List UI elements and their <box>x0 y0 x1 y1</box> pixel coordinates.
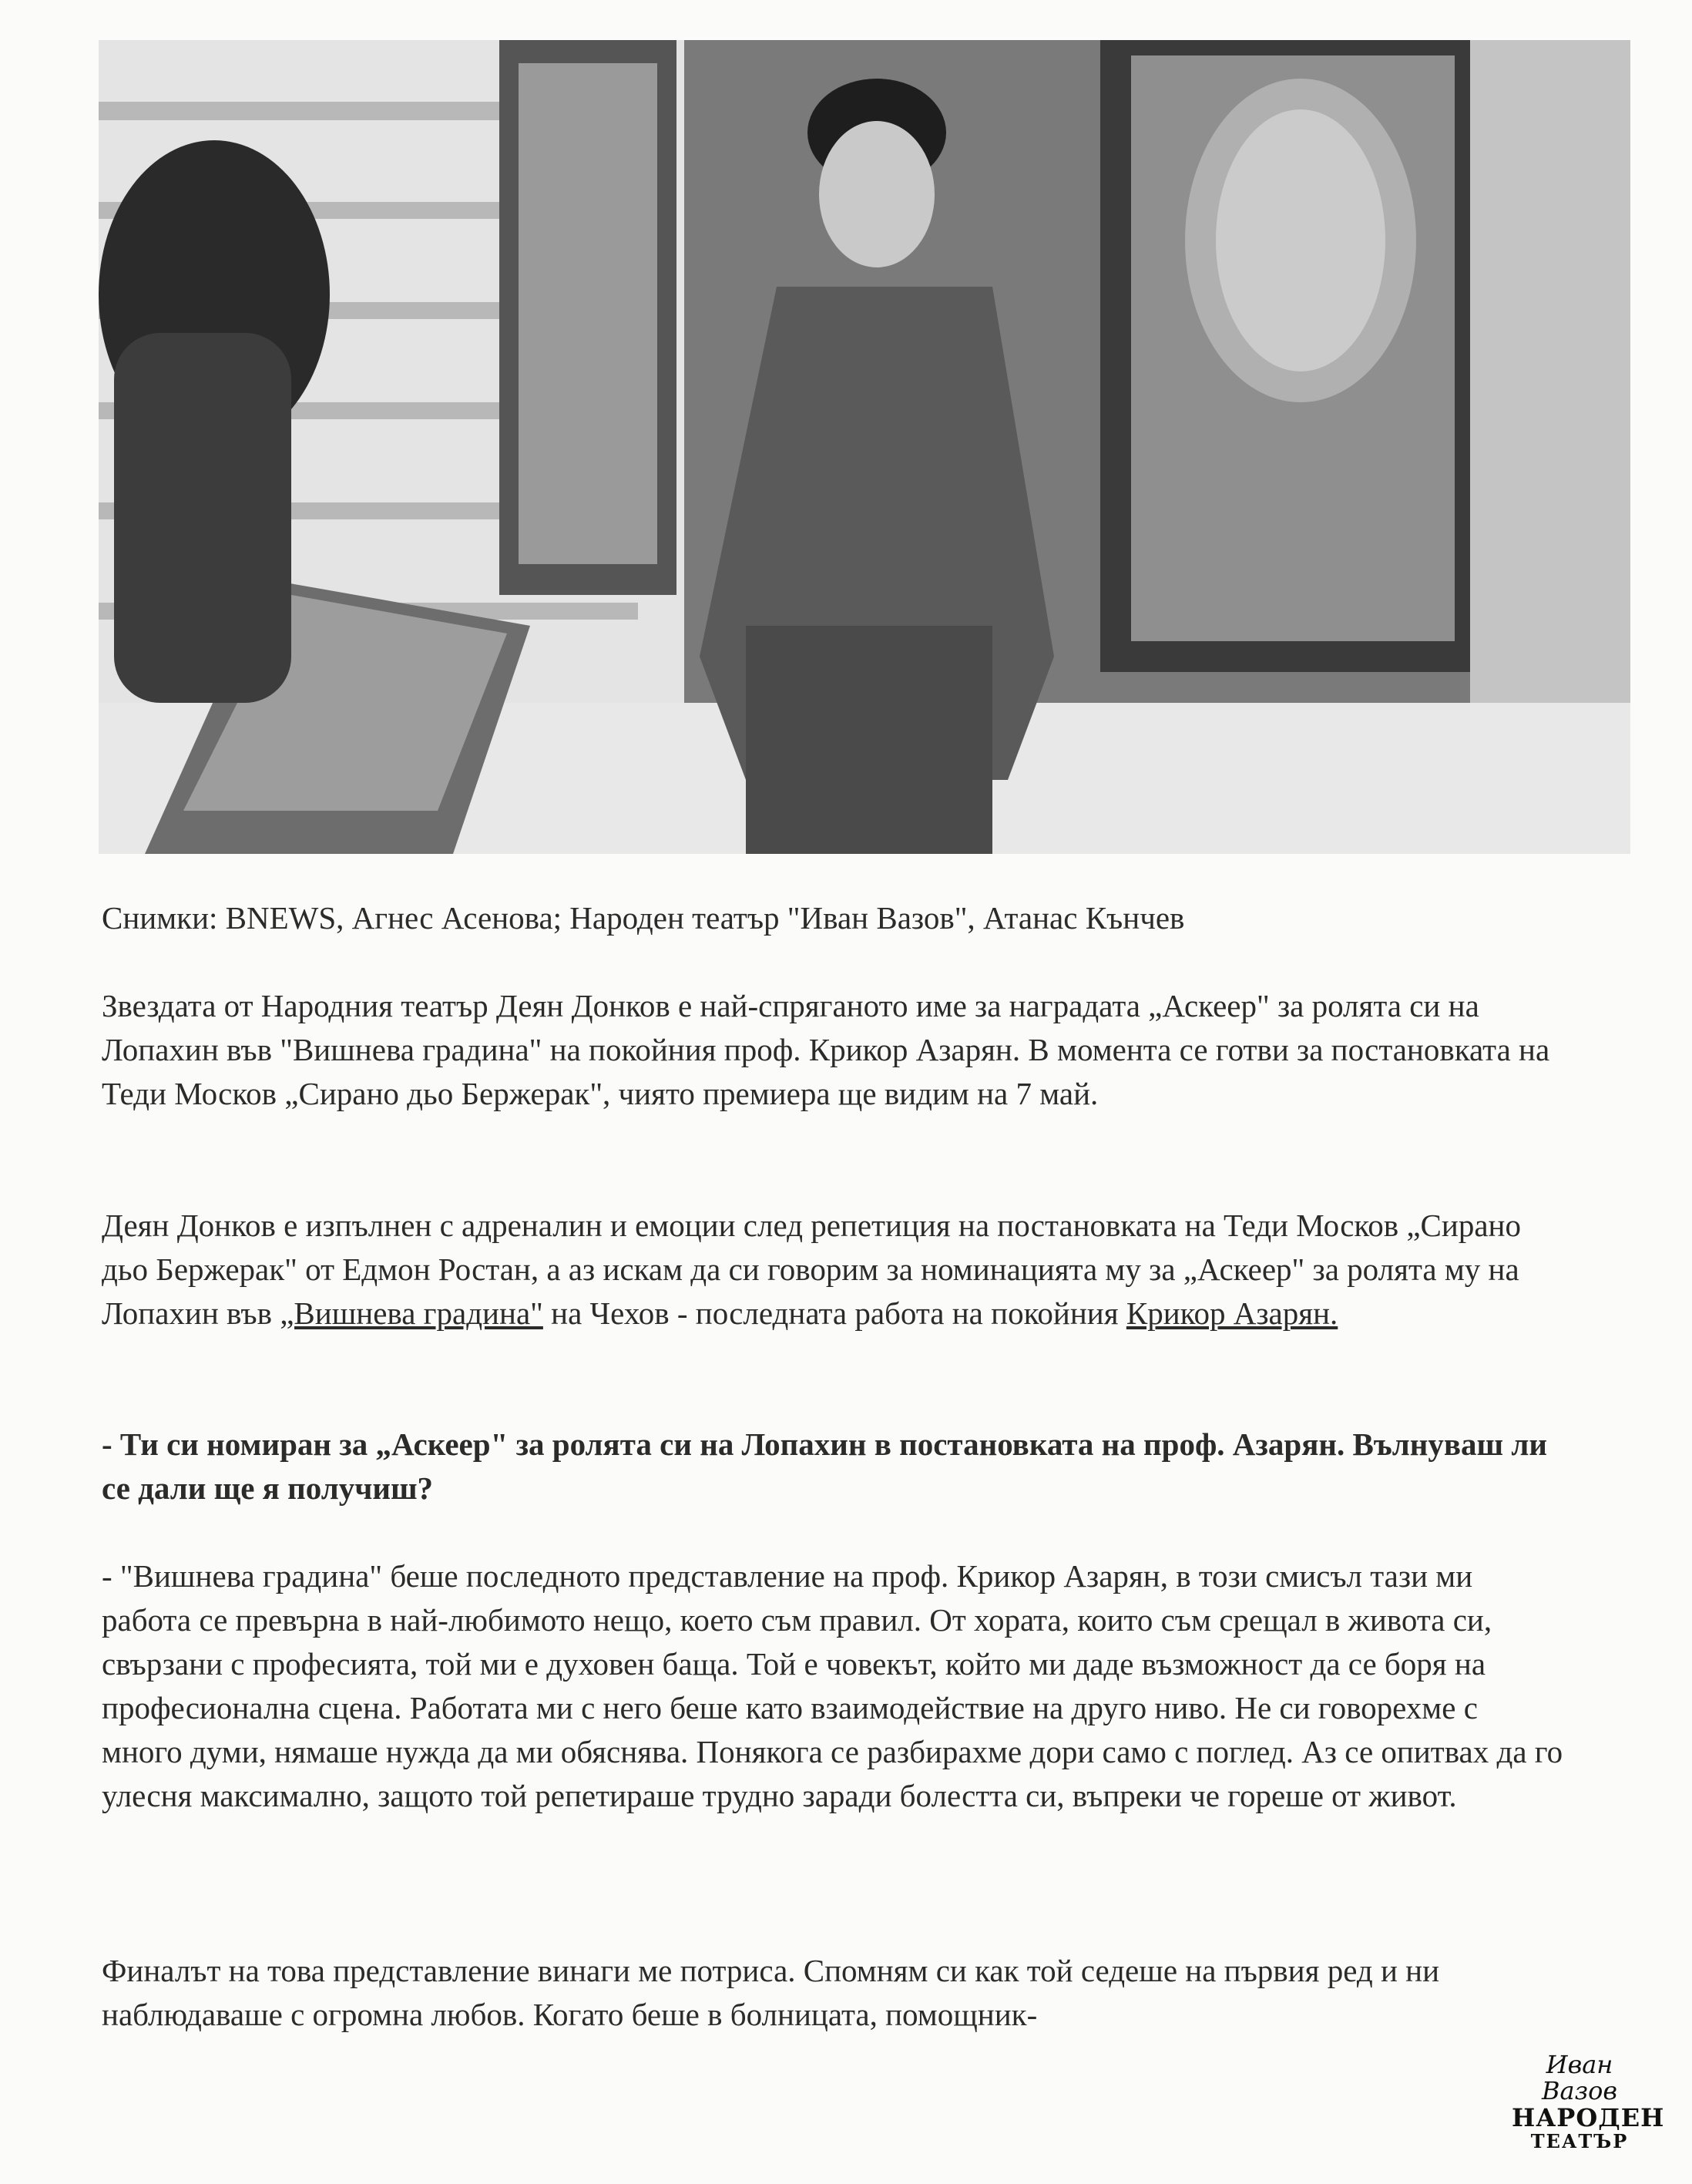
logo-subtitle: ТЕАТЪР <box>1530 2130 1629 2152</box>
second-paragraph <box>102 1204 1566 1336</box>
article-photo <box>99 40 1630 854</box>
answer-text: - "Вишнева градина" беше последното представление на проф. Крикор Азарян, в този смисъл тази ми работа се превърна в най-любимото нещо, което съм правил. От хората, които съм срещал в живота си, свързани с професията, той ми е духовен баща. Той е човекът, който ми даде възможност да се боря на професионална сцена. Работата ми с него беше като взаимодействие на друго ниво. Не си говорехме с много думи, нямаше нужда да ми обяснява. Понякога се разбирахме дори само с поглед. Аз се опитвах да го улесня максимално, защото той репетираше трудно заради болестта си, въпреки че гореше от живот. <box>102 1558 1563 1813</box>
intro-text: Звездата от Народния театър Деян Донков е най-спряганото име за наградата „Аскеер" за ролята си на Лопахин във "Вишнева градина" на покойния проф. Крикор Азарян. В момента се готви за постановката на Теди Москов „Сирано дьо Бержерак", чиято премиера ще видим на 7 май. <box>102 988 1550 1111</box>
para2-text-middle: на Чехов - последната работа на покойния <box>542 1295 1126 1331</box>
link-vishneva-gradina[interactable]: „Вишнева градина" <box>280 1295 543 1331</box>
logo-signature: Иван Вазов <box>1542 2050 1617 2105</box>
question-text: - Ти си номиран за „Аскеер" за ролята си на Лопахин в постановката на проф. Азарян. Вълнуваш ли се дали ще я получиш? <box>102 1426 1548 1506</box>
intro-paragraph <box>102 984 1566 1116</box>
final-paragraph <box>102 1949 1566 2037</box>
national-theatre-logo <box>1512 2050 1665 2152</box>
link-krikor-azaryan[interactable]: Крикор Азарян. <box>1126 1295 1338 1331</box>
photo-of-actor-in-front-of-theatre-icon <box>99 40 1630 854</box>
caption-text: Снимки: BNEWS, Агнес Асенова; Народен театър "Иван Вазов", Атанас Кънчев <box>102 900 1185 936</box>
interview-question <box>102 1423 1566 1510</box>
final-paragraph-text: Финалът на това представление винаги ме потриса. Спомням си как той седеше на първия ред и ни наблюдаваше с огромна любов. Когато беше в болницата, помощник- <box>102 1953 1440 2032</box>
interview-answer <box>102 1554 1566 1818</box>
logo-name: НАРОДЕН <box>1512 2103 1665 2132</box>
second-paragraph-text <box>102 1204 1566 1336</box>
photo-caption <box>102 896 1566 940</box>
para2-text-before: Деян Донков е изпълнен с адреналин и емоции след репетиция на постановката на Теди Москов „Сирано дьо Бержерак" от Едмон Ростан, а аз искам да си говорим за номинацията му за „Аскеер" за ролята му на Лопахин във <box>102 1208 1521 1331</box>
